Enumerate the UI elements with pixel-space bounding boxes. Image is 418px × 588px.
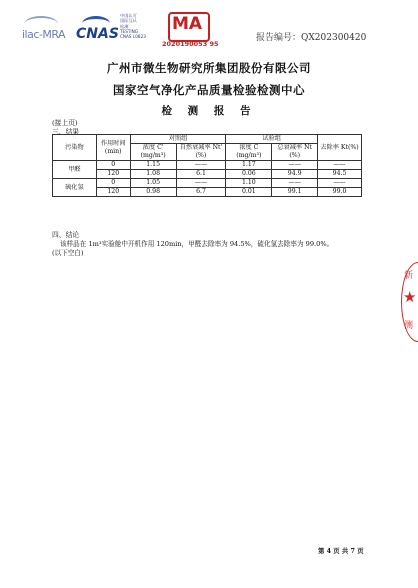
- cma-number: 2020190053 95: [162, 40, 219, 48]
- header-test-group: 试验组: [226, 135, 318, 144]
- table-row: 硫化氢 0 1.05 —— 1.10 —— ——: [53, 179, 362, 188]
- table-row: 120 1.08 6.1 0.06 94.9 94.5: [53, 170, 362, 179]
- header-time: 作用时间(min): [96, 135, 130, 161]
- header-pollutant: 污染物: [53, 135, 97, 161]
- conclusion-text: 该样品在 1m³实验舱中开机作用 120min，甲醛去除率为 94.5%，硫化氢去除率为 99.0%。: [60, 240, 334, 248]
- report-title: 检 测 报 告: [161, 105, 257, 117]
- header-control-group: 对照组: [130, 135, 226, 144]
- table-row: 甲醛 0 1.15 —— 1.17 —— ——: [53, 161, 362, 170]
- star-icon: ★: [403, 288, 417, 306]
- cnas-cert-text: 中国认可 国际互认 检测 TESTING CNAS L0823: [120, 13, 146, 40]
- blank-note: (以下空白): [52, 249, 84, 257]
- section-conclusion-heading: 四、结论: [52, 231, 80, 239]
- header-control-conc: 浓度 C' (mg/m³): [130, 144, 176, 161]
- company-title: 广州市微生物研究所集团股份有限公司: [107, 61, 311, 75]
- cma-logo: MA 2020190053 95: [162, 14, 219, 48]
- report-number: 报告编号：QX202300420: [256, 33, 367, 43]
- seam-seal-stamp: 新 ★ 测: [401, 262, 418, 342]
- ilac-mra-logo: ilac-MRA: [22, 14, 72, 46]
- header-total-decay: 总衰减率 Nt (%): [272, 144, 318, 161]
- section-results-heading: 三、结果: [52, 128, 80, 136]
- table-header-row: [53, 135, 362, 144]
- table-row: 120 0.98 6.7 0.01 99.1 99.0: [53, 188, 362, 197]
- page-number: 第 4 页 共 7 页: [318, 547, 364, 555]
- header-test-conc: 浓度 C (mg/m³): [226, 144, 272, 161]
- header-natural-decay: 自然衰减率 Nt' (%): [176, 144, 226, 161]
- cnas-logo: CNAS: [76, 14, 116, 46]
- center-title: 国家空气净化产品质量检验检测中心: [113, 83, 305, 97]
- results-table: [52, 134, 362, 197]
- continued-note: (接上页): [52, 119, 78, 127]
- header-removal-rate: 去除率 Kt(%): [318, 135, 362, 161]
